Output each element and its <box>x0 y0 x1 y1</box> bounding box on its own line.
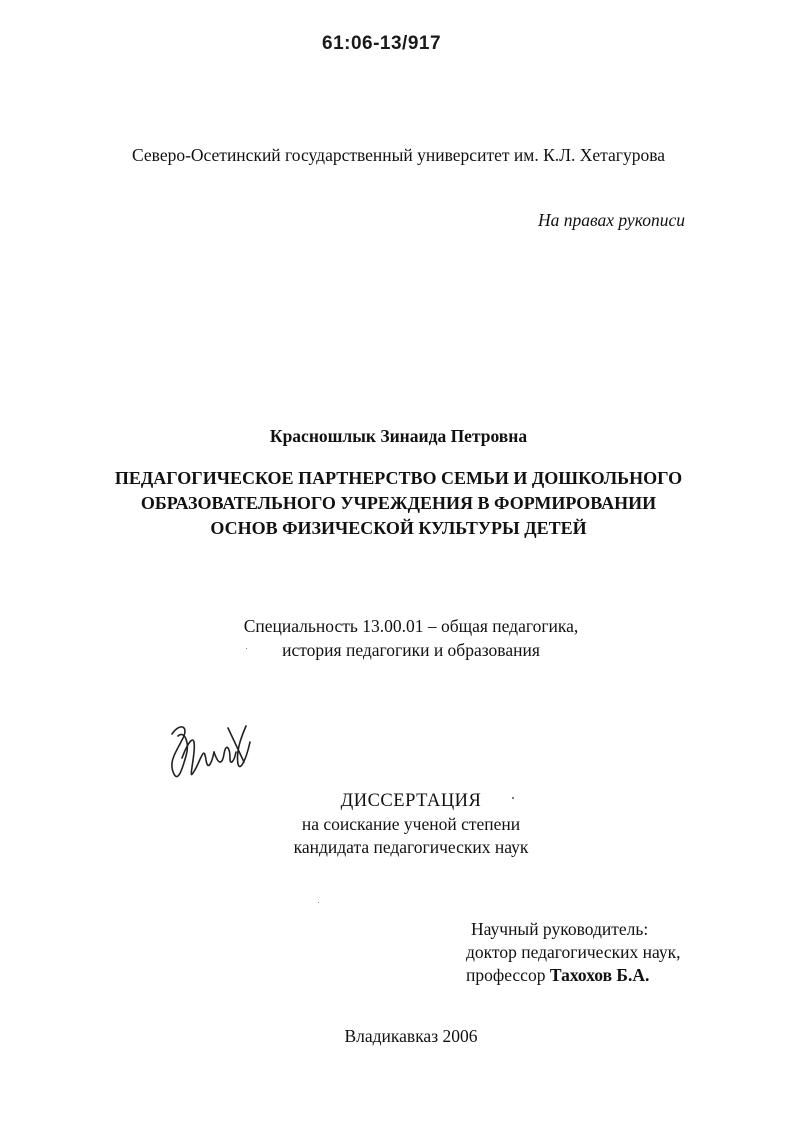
dissertation-block <box>0 790 797 859</box>
specialty-line: история педагогики и образования <box>282 640 540 660</box>
library-stamp-number: 61:06-13/917 <box>322 33 442 54</box>
title-line: ОБРАЗОВАТЕЛЬНОГО УЧРЕЖДЕНИЯ В ФОРМИРОВАНИИ <box>140 493 657 513</box>
city-year: Владикавказ 2006 <box>344 1026 478 1046</box>
manuscript-note: На правах рукописи <box>538 210 685 230</box>
title-line: ОСНОВ ФИЗИЧЕСКОЙ КУЛЬТУРЫ ДЕТЕЙ <box>210 518 587 538</box>
university-name: Северо-Осетинский государственный университет им. К.Л. Хетагурова <box>132 145 665 165</box>
scan-speck <box>318 902 319 903</box>
supervisor-title: профессор <box>466 965 546 985</box>
scan-speck <box>246 648 247 649</box>
handwritten-signature <box>160 712 260 792</box>
supervisor-degree: доктор педагогических наук, <box>466 942 681 962</box>
supervisor-block <box>466 918 680 987</box>
scan-speck <box>512 797 514 799</box>
title-line: ПЕДАГОГИЧЕСКОЕ ПАРТНЕРСТВО СЕМЬИ И ДОШКОЛЬНОГО <box>114 468 683 488</box>
specialty-block <box>0 614 797 662</box>
degree-line: на соискание ученой степени <box>301 814 521 834</box>
degree-line: кандидата педагогических наук <box>293 837 529 857</box>
specialty-line: Специальность 13.00.01 – общая педагогика, <box>243 616 579 636</box>
supervisor-line <box>466 964 680 987</box>
supervisor-label: Научный руководитель: <box>471 919 649 939</box>
dissertation-title <box>0 466 797 541</box>
author-name: Красношлык Зинаида Петровна <box>269 426 528 446</box>
dissertation-heading: ДИССЕРТАЦИЯ <box>340 791 482 811</box>
supervisor-name: Тахохов Б.А. <box>549 965 650 985</box>
